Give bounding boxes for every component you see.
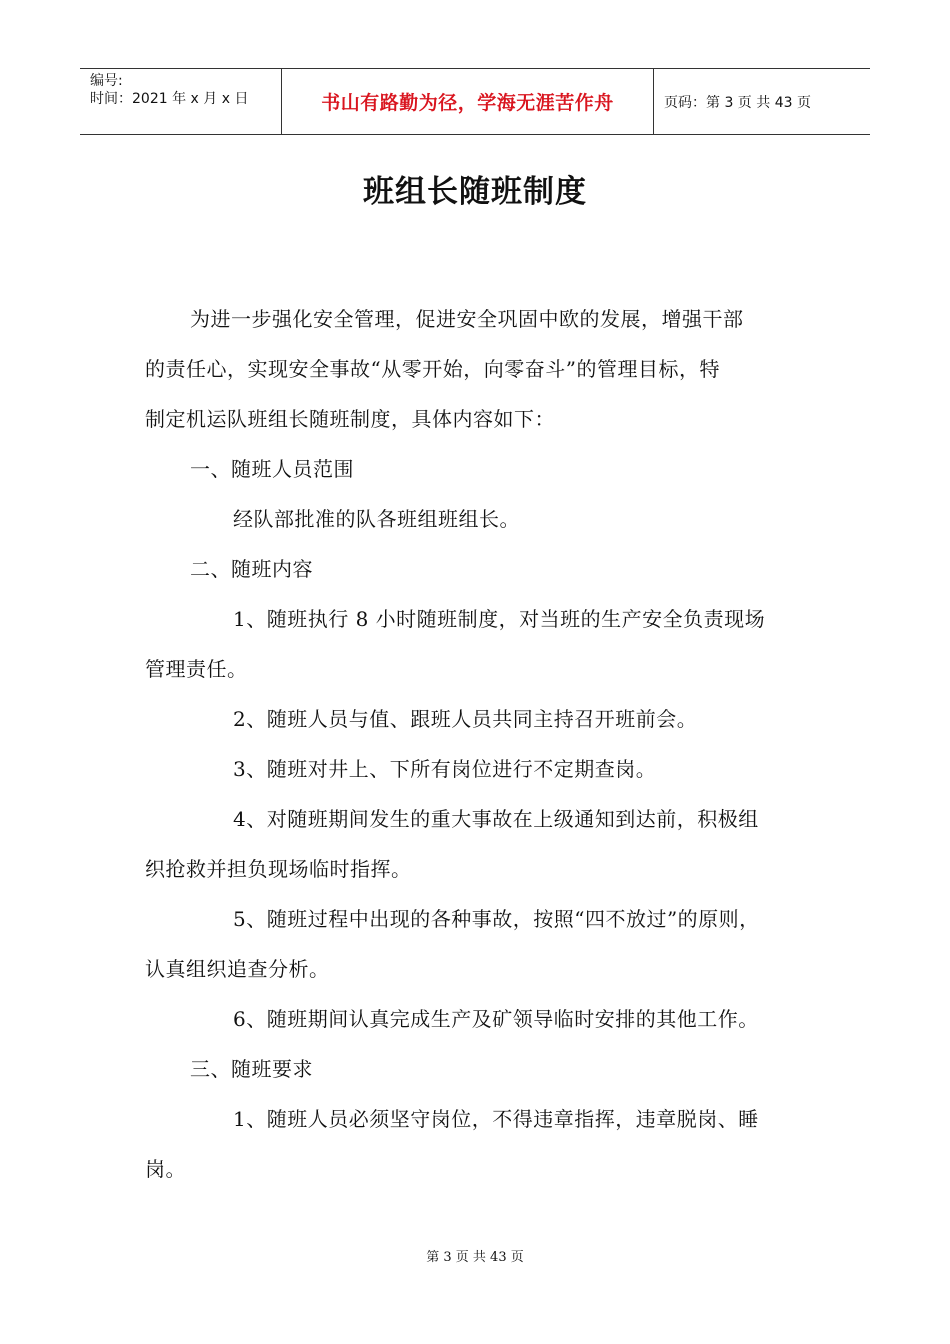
time-label: 时间：2021 年 x 月 x 日 <box>90 91 249 107</box>
body-line: 2、随班人员与值、跟班人员共同主持召开班前会。 <box>233 707 698 731</box>
body-line: 4、对随班期间发生的重大事故在上级通知到达前，积极组 <box>233 807 759 831</box>
body-line: 6、随班期间认真完成生产及矿领导临时安排的其他工作。 <box>233 1007 759 1031</box>
body-line: 认真组织追查分析。 <box>145 957 330 981</box>
header-motto: 书山有路勤为径，学海无涯苦作舟 <box>282 69 654 134</box>
body-line: 岗。 <box>145 1157 186 1181</box>
section-heading: 二、随班内容 <box>190 557 313 581</box>
body-line: 1、随班执行 8 小时随班制度，对当班的生产安全负责现场 <box>233 607 766 631</box>
number-label: 编号: <box>90 73 123 89</box>
section-heading: 一、随班人员范围 <box>190 457 354 481</box>
header-page-info: 页码：第 3 页 共 43 页 <box>664 94 811 111</box>
body-line: 1、随班人员必须坚守岗位，不得违章指挥，违章脱岗、睡 <box>233 1107 759 1131</box>
body-line: 经队部批准的队各班组班组长。 <box>233 507 520 531</box>
document-title: 班组长随班制度 <box>363 174 587 210</box>
body-line: 制定机运队班组长随班制度，具体内容如下： <box>145 407 555 431</box>
body-line: 管理责任。 <box>145 657 248 681</box>
body-line: 的责任心，实现安全事故“从零开始，向零奋斗”的管理目标，特 <box>145 357 720 381</box>
body-line: 5、随班过程中出现的各种事故，按照“四不放过”的原则， <box>233 907 760 931</box>
document-header <box>80 68 870 135</box>
body-line: 为进一步强化安全管理，促进安全巩固中欧的发展，增强干部 <box>190 307 744 331</box>
body-line: 织抢救并担负现场临时指挥。 <box>145 857 412 881</box>
header-meta <box>80 69 282 134</box>
page-footer: 第 3 页 共 43 页 <box>426 1250 524 1265</box>
section-heading: 三、随班要求 <box>190 1057 313 1081</box>
body-line: 3、随班对井上、下所有岗位进行不定期查岗。 <box>233 757 657 781</box>
